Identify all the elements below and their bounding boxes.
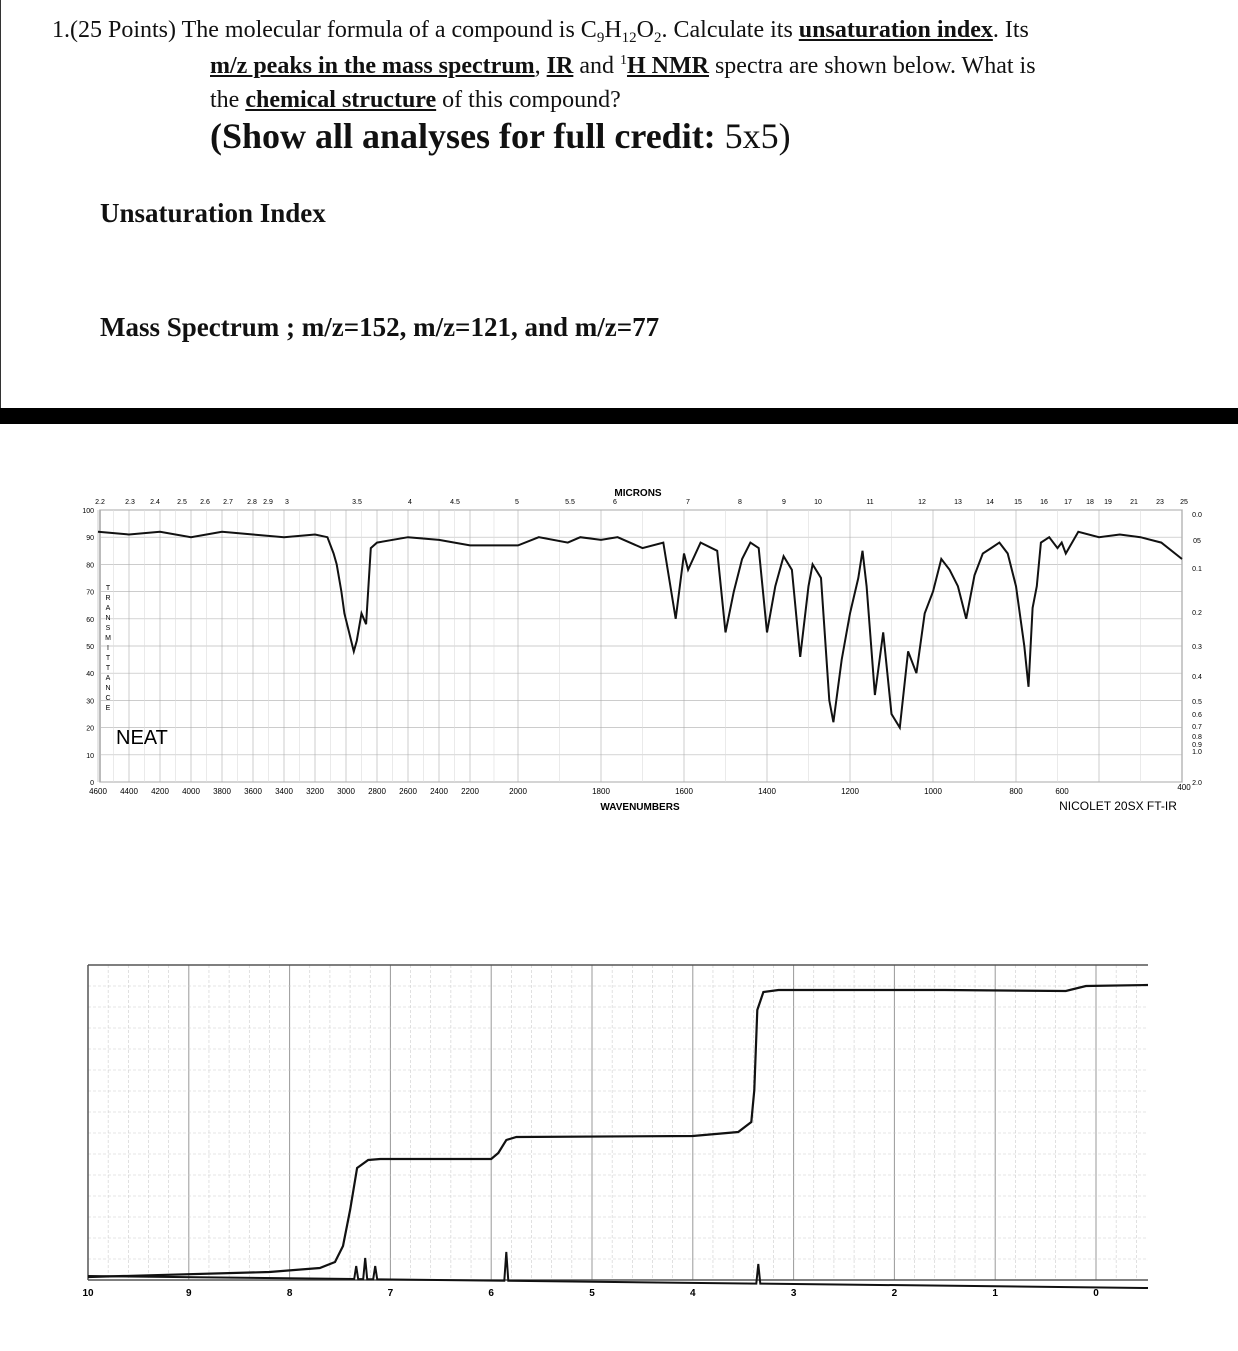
nmr-spectrum — [0, 950, 1238, 1340]
ir-transmittance-letter: E — [105, 705, 111, 712]
ir-wavenumber-tick-label: 4600 — [89, 787, 107, 796]
ir-transmittance-letter: T — [105, 655, 111, 662]
ir-absorbance-tick-label: 0.3 — [1192, 644, 1202, 651]
nmr-spectrum-trace — [88, 1252, 1148, 1288]
ir-micron-tick-label: 2.9 — [263, 499, 273, 506]
credit-score: 5x5) — [715, 116, 791, 156]
formula-text: O — [636, 17, 654, 43]
ir-wavenumber-tick-label: 1200 — [841, 787, 859, 796]
question-line-2 — [210, 54, 1036, 78]
ir-microns-title: MICRONS — [614, 488, 662, 499]
ir-micron-tick-label: 4 — [408, 499, 412, 506]
credit-instruction — [210, 118, 791, 154]
ir-y-tick-label: 40 — [86, 671, 94, 679]
mass-spectrum-heading: Mass Spectrum ; m/z=152, m/z=121, and m/z=77 — [100, 312, 660, 342]
ir-wavenumber-tick-label: 3800 — [213, 787, 231, 796]
ir-axis-labels — [82, 499, 1202, 796]
ir-micron-tick-label: 3 — [285, 499, 289, 506]
ir-micron-tick-label: 19 — [1104, 499, 1112, 506]
ir-transmittance-letter: C — [105, 695, 111, 702]
ir-wavenumber-tick-label: 1400 — [758, 787, 776, 796]
question-text: , — [534, 53, 547, 79]
ir-wavenumber-tick-label: 2800 — [368, 787, 386, 796]
question-text: of this compound? — [436, 87, 621, 113]
nmr-x-tick-label: 6 — [488, 1288, 494, 1299]
ir-transmittance-letter: A — [105, 605, 111, 612]
ir-micron-tick-label: 16 — [1040, 499, 1048, 506]
unsaturation-index-term: unsaturation index — [798, 17, 993, 43]
ir-transmittance-letter: S — [105, 625, 111, 632]
ir-micron-tick-label: 21 — [1130, 499, 1138, 506]
ir-micron-tick-label: 5 — [515, 499, 519, 506]
question-line-1 — [52, 18, 1029, 46]
mass-spectrum-term: m/z peaks in the mass spectrum — [210, 53, 535, 79]
ir-absorbance-tick-label: 0.4 — [1192, 674, 1202, 681]
ir-absorbance-tick-label: 0.5 — [1192, 699, 1202, 706]
ir-absorbance-tick-label: 0.7 — [1192, 724, 1202, 731]
ir-transmittance-letter: A — [105, 675, 111, 682]
nmr-x-tick-label: 7 — [387, 1288, 394, 1299]
ir-micron-tick-label: 2.3 — [125, 499, 135, 506]
ir-wavenumber-tick-label: 2200 — [461, 787, 479, 796]
nmr-x-tick-label: 2 — [891, 1288, 898, 1299]
ir-absorbance-tick-label: 0.2 — [1192, 610, 1202, 617]
ir-sample-label: NEAT — [116, 727, 168, 749]
nmr-superscript: 1 — [619, 53, 627, 68]
nmr-x-tick-label: 4 — [690, 1288, 696, 1299]
nmr-x-tick-label: 1 — [992, 1288, 998, 1299]
ir-transmittance-letter: T — [105, 585, 111, 592]
ir-absorbance-tick-label: 0.9 — [1192, 742, 1202, 749]
ir-wavenumbers-title: WAVENUMBERS — [600, 802, 680, 813]
ir-wavenumber-tick-label: 2400 — [430, 787, 448, 796]
ir-micron-tick-label: 18 — [1086, 499, 1094, 506]
ir-y-tick-label: 60 — [86, 616, 94, 624]
ir-absorbance-tick-label: 0.6 — [1192, 712, 1202, 719]
ir-micron-tick-label: 23 — [1156, 499, 1164, 506]
nmr-x-tick-label: 8 — [286, 1288, 293, 1299]
ir-wavenumber-tick-label: 2600 — [399, 787, 417, 796]
question-text: spectra are shown below. What is — [708, 53, 1036, 79]
divider-bar — [0, 408, 1238, 424]
ir-absorbance-tick-label: 05 — [1193, 538, 1201, 545]
ir-wavenumber-tick-label: 3200 — [306, 787, 324, 796]
ir-grid — [98, 510, 1182, 782]
ir-micron-tick-label: 25 — [1180, 499, 1188, 506]
ir-micron-tick-label: 6 — [613, 499, 617, 506]
ir-micron-tick-label: 14 — [986, 499, 994, 506]
ir-wavenumber-tick-label: 4000 — [182, 787, 200, 796]
ir-wavenumber-tick-label: 600 — [1055, 787, 1069, 796]
ir-transmittance-letter: N — [105, 685, 111, 692]
nmr-x-tick-label: 10 — [82, 1288, 94, 1299]
ir-transmittance-letter: N — [105, 615, 111, 622]
formula-subscript: 2 — [654, 30, 662, 46]
ir-micron-tick-label: 8 — [738, 499, 742, 506]
formula-subscript: 9 — [596, 30, 605, 46]
ir-instrument-label: NICOLET 20SX FT-IR — [1059, 799, 1177, 813]
question-points: (25 Points) — [70, 17, 177, 43]
nmr-x-tick-label: 0 — [1093, 1288, 1099, 1299]
question-text: The molecular formula of a compound is C — [176, 17, 597, 43]
ir-wavenumber-tick-label: 3000 — [337, 787, 355, 796]
ir-absorbance-tick-label: 0.0 — [1192, 512, 1202, 519]
ir-wavenumber-tick-label: 800 — [1009, 787, 1023, 796]
ir-micron-tick-label: 2.6 — [200, 499, 210, 506]
question-number: 1. — [52, 17, 70, 43]
ir-transmittance-letter: M — [105, 635, 111, 642]
nmr-x-tick-label: 3 — [790, 1288, 797, 1299]
ir-micron-tick-label: 2.2 — [95, 499, 105, 506]
ir-micron-tick-label: 10 — [814, 499, 822, 506]
ir-micron-tick-label: 17 — [1064, 499, 1072, 506]
ir-micron-tick-label: 9 — [782, 499, 786, 506]
ir-wavenumber-tick-label: 1000 — [924, 787, 942, 796]
ir-transmittance-letter: R — [105, 595, 111, 602]
ir-micron-tick-label: 3.5 — [352, 499, 362, 506]
ir-transmittance-letter: I — [107, 645, 109, 652]
ir-micron-tick-label: 2.8 — [247, 499, 257, 506]
ir-micron-tick-label: 7 — [686, 499, 690, 506]
ir-absorbance-tick-label: 0.8 — [1192, 734, 1202, 741]
nmr-axis-labels — [82, 1288, 1099, 1299]
ir-trace — [98, 532, 1182, 728]
question-text: . Calculate its — [661, 17, 799, 43]
ir-micron-tick-label: 11 — [866, 499, 874, 506]
nmr-x-tick-label: 5 — [589, 1288, 595, 1299]
ir-term: IR — [546, 53, 574, 79]
ir-y-tick-label: 20 — [86, 725, 94, 733]
ir-wavenumber-tick-label: 3400 — [275, 787, 293, 796]
formula-subscript: 12 — [621, 30, 637, 46]
ir-y-tick-label: 10 — [86, 752, 94, 760]
nmr-x-tick-label: 9 — [186, 1288, 192, 1299]
ir-transmittance-letter: T — [105, 665, 111, 672]
ir-y-tick-label: 0 — [90, 780, 94, 787]
ir-wavenumber-tick-label: 1600 — [675, 787, 693, 796]
ir-micron-tick-label: 12 — [918, 499, 926, 506]
ir-micron-tick-label: 4.5 — [450, 499, 460, 506]
ir-micron-tick-label: 2.4 — [150, 499, 160, 506]
ir-micron-tick-label: 5.5 — [565, 499, 575, 506]
ir-y-tick-label: 30 — [86, 698, 94, 706]
ir-wavenumber-tick-label: 400 — [1177, 783, 1191, 792]
ir-wavenumber-tick-label: 3600 — [244, 787, 262, 796]
nmr-integral-trace — [88, 985, 1148, 1277]
ir-micron-tick-label: 2.5 — [177, 499, 187, 506]
question-text: . Its — [992, 17, 1029, 43]
ir-wavenumber-tick-label: 1800 — [592, 787, 610, 796]
question-line-3 — [210, 88, 621, 112]
ir-y-tick-label: 100 — [82, 508, 94, 515]
ir-y-tick-label: 80 — [86, 562, 94, 570]
ir-wavenumber-tick-label: 2000 — [509, 787, 527, 796]
credit-text: (Show all analyses for full credit: — [210, 116, 716, 156]
ir-absorbance-tick-label: 0.1 — [1192, 566, 1202, 573]
ir-wavenumber-tick-label: 4400 — [120, 787, 138, 796]
ir-absorbance-tick-label: 1.0 — [1192, 749, 1202, 756]
ir-y-tick-label: 90 — [86, 535, 94, 543]
formula-text: H — [604, 17, 622, 43]
ir-wavenumber-tick-label: 4200 — [151, 787, 169, 796]
ir-y-tick-label: 50 — [86, 644, 94, 651]
ir-absorbance-tick-label: 2.0 — [1192, 780, 1202, 787]
question-text: and — [573, 53, 620, 79]
ir-spectrum — [0, 470, 1238, 820]
nmr-grid — [88, 965, 1148, 1280]
ir-micron-tick-label: 15 — [1014, 499, 1022, 506]
ir-micron-tick-label: 2.7 — [223, 499, 233, 506]
unsaturation-heading: Unsaturation Index — [100, 198, 326, 228]
nmr-term: H NMR — [626, 53, 709, 79]
question-text: the — [210, 87, 246, 113]
ir-y-tick-label: 70 — [86, 589, 94, 597]
ir-micron-tick-label: 13 — [954, 499, 962, 506]
chemical-structure-term: chemical structure — [245, 87, 437, 113]
